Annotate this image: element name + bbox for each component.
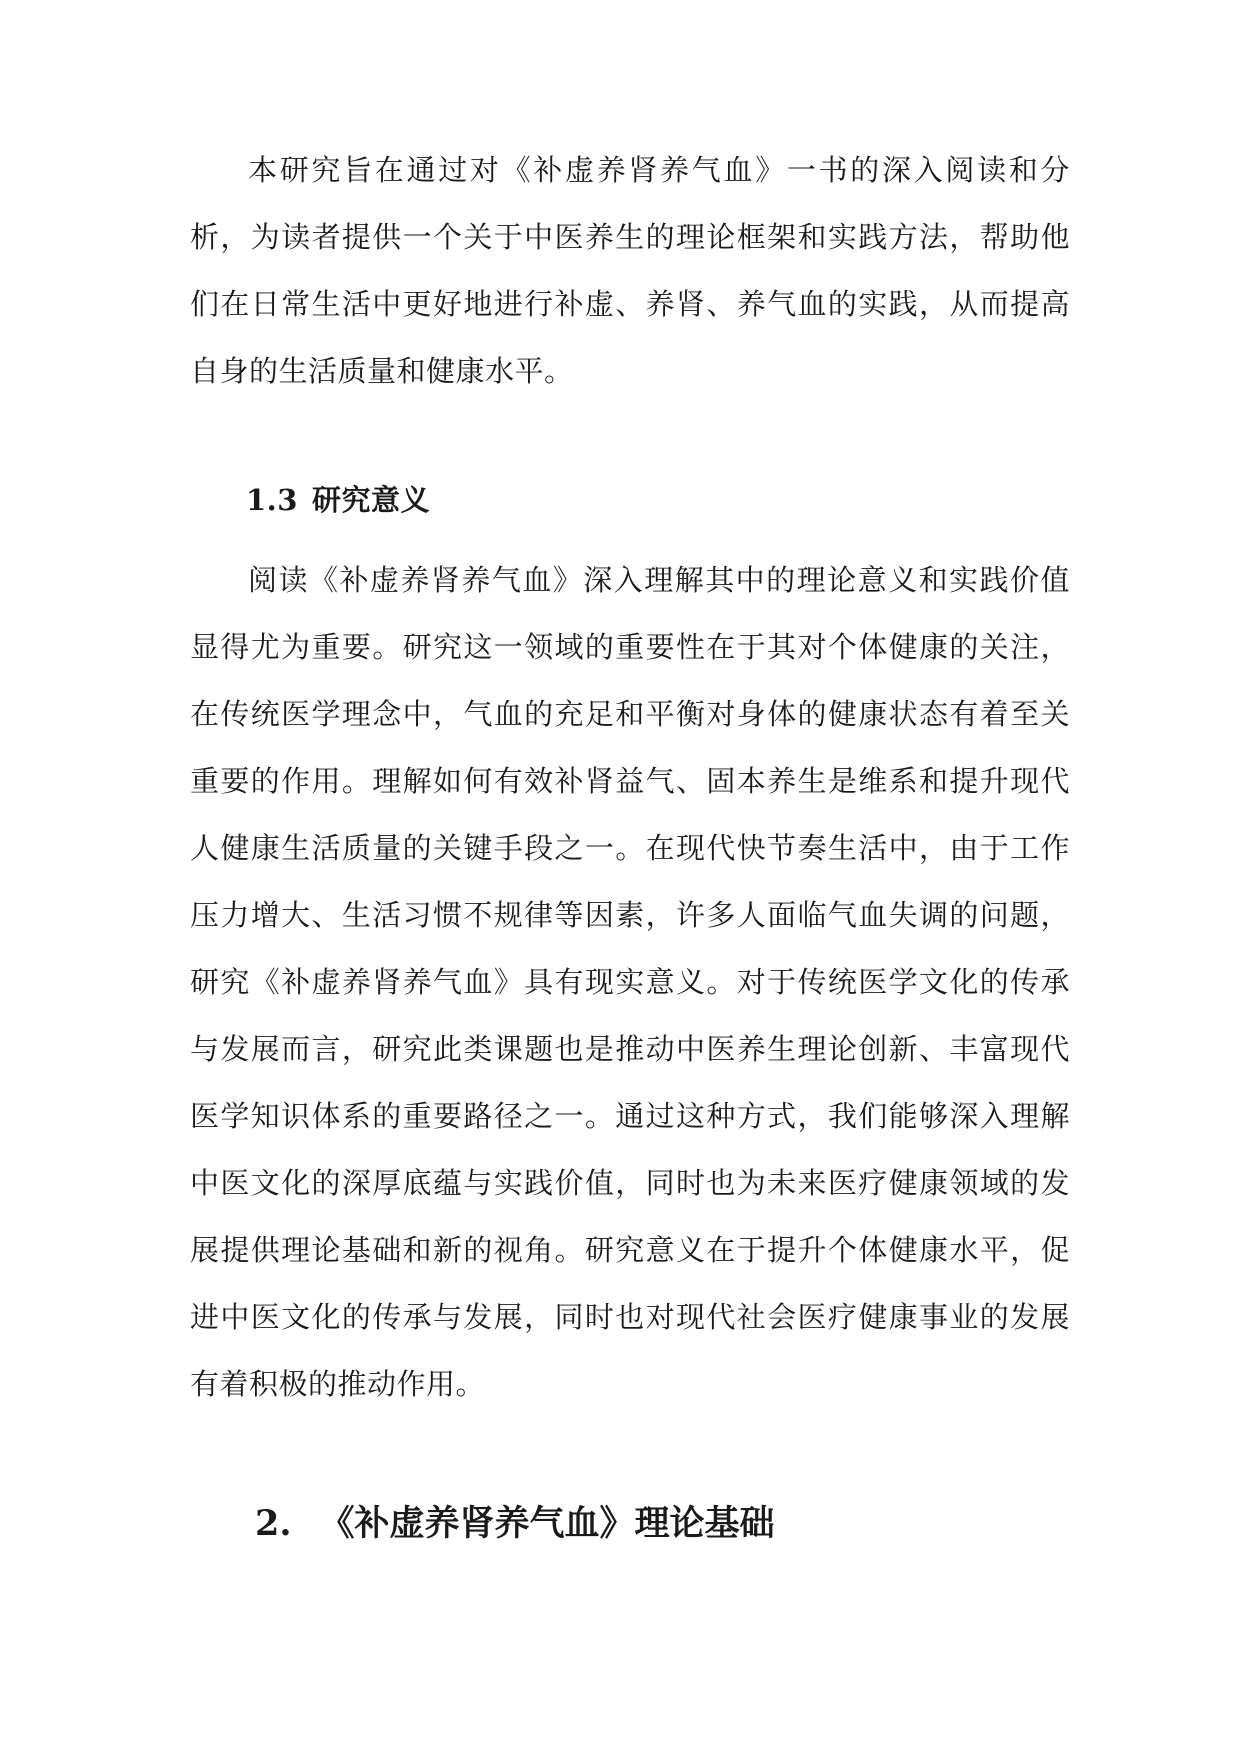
- section-title: 研究意义: [311, 483, 430, 517]
- paragraph-research-aim: 本研究旨在通过对《补虚养肾养气血》一书的深入阅读和分析，为读者提供一个关于中医养生的理论框架和实践方法，帮助他们在日常生活中更好地进行补虚、养肾、养气血的实践，从而提高自身的生活质量和健康水平。: [190, 153, 1070, 388]
- chapter-number: 2.: [255, 1503, 292, 1544]
- chapter-heading-2: [255, 1500, 775, 1548]
- section-heading-1-3: [246, 480, 430, 520]
- chapter-title: 《补虚养肾养气血》理论基础: [319, 1503, 775, 1544]
- section-number: 1.3: [246, 483, 298, 517]
- paragraph-research-significance: 阅读《补虚养肾养气血》深入理解其中的理论意义和实践价值显得尤为重要。研究这一领域的重要性在于其对个体健康的关注，在传统医学理念中，气血的充足和平衡对身体的健康状态有着至关重要的作用。理解如何有效补肾益气、固本养生是维系和提升现代人健康生活质量的关键手段之一。在现代快节奏生活中，由于工作压力增大、生活习惯不规律等因素，许多人面临气血失调的问题，研究《补虚养肾养气血》具有现实意义。对于传统医学文化的传承与发展而言，研究此类课题也是推动中医养生理论创新、丰富现代医学知识体系的重要路径之一。通过这种方式，我们能够深入理解中医文化的深厚底蕴与实践价值，同时也为未来医疗健康领域的发展提供理论基础和新的视角。研究意义在于提升个体健康水平，促进中医文化的传承与发展，同时也对现代社会医疗健康事业的发展有着积极的推动作用。: [190, 563, 1070, 1401]
